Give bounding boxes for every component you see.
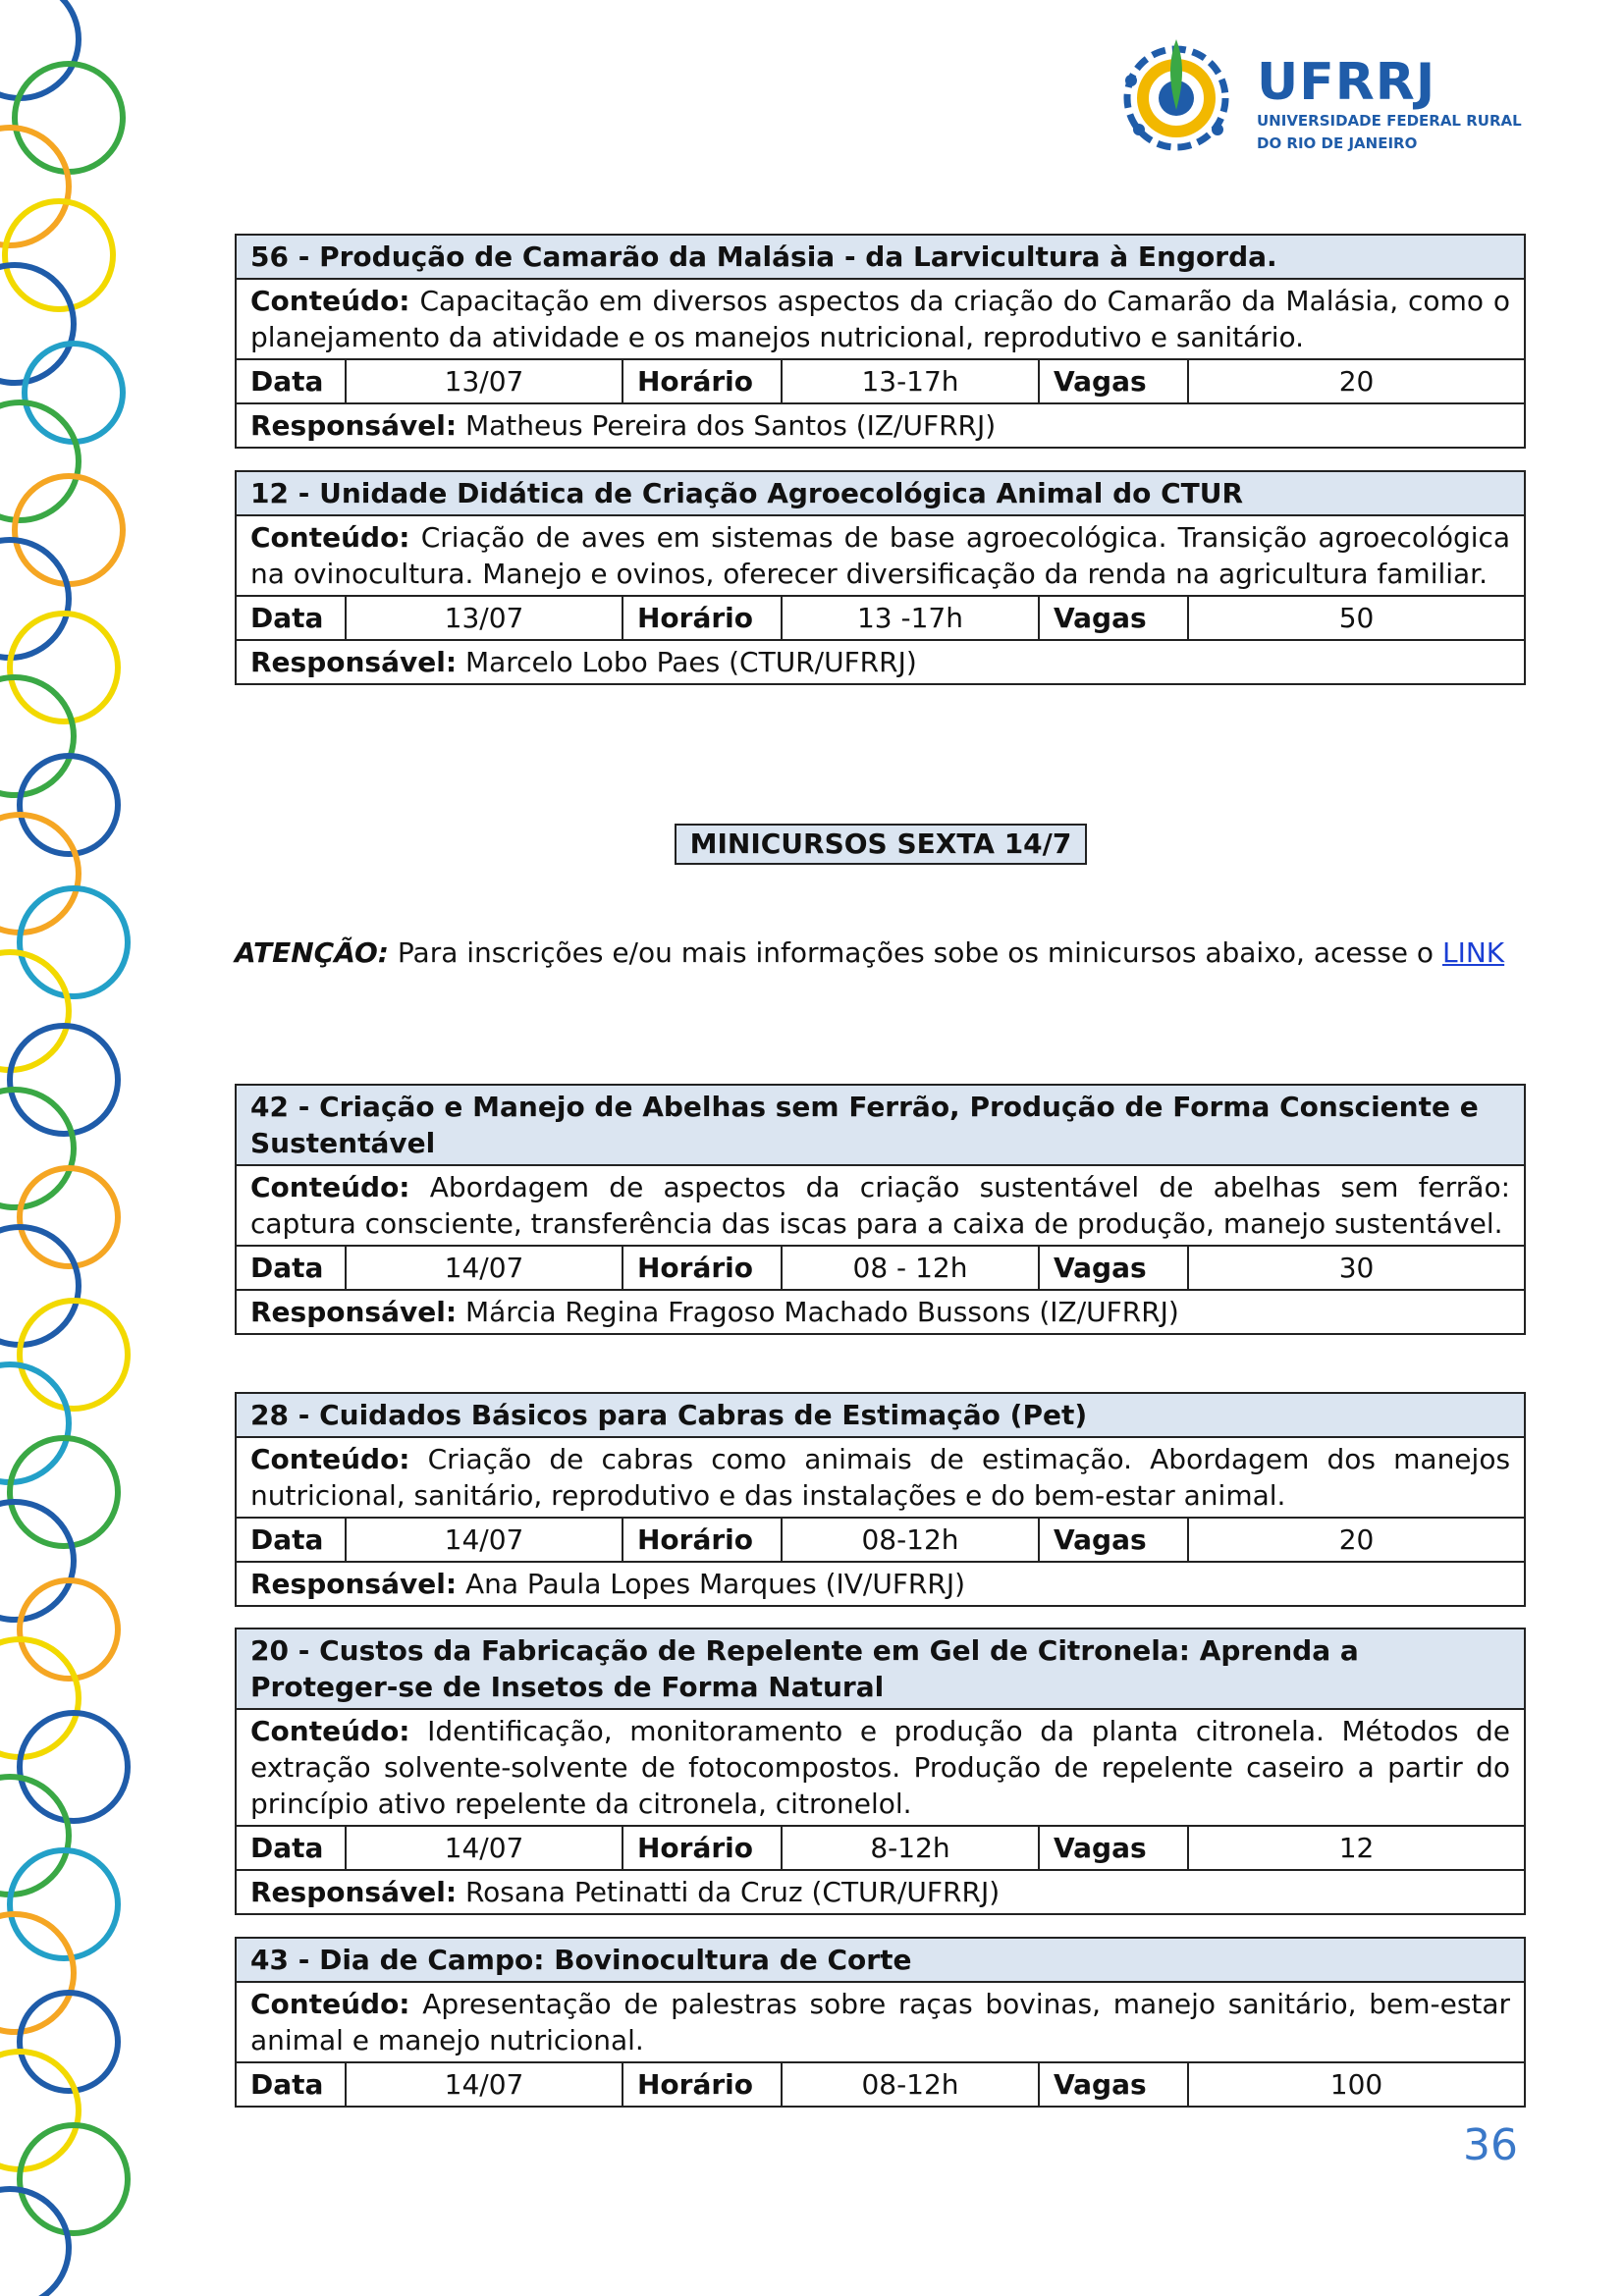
course-content-cell bbox=[236, 1982, 1525, 2062]
course-content: Apresentação de palestras sobre raças bovinas, manejo sanitário, bem-estar animal e manejo nutricional. bbox=[250, 1988, 1511, 2056]
date-label: Data bbox=[236, 1826, 346, 1870]
course-date: 13/07 bbox=[346, 359, 623, 403]
course-date: 13/07 bbox=[346, 596, 623, 640]
course-content: Capacitação em diversos aspectos da criação do Camarão da Malásia, como o planejamento da atividade e os manejos nutricional, reprodutivo e sanitário. bbox=[250, 285, 1511, 353]
content-label: Conteúdo: bbox=[250, 1171, 410, 1203]
course-slots: 20 bbox=[1188, 359, 1525, 403]
course-time: 13 -17h bbox=[782, 596, 1039, 640]
course-content: Abordagem de aspectos da criação sustentável de abelhas sem ferrão: captura consciente, transferência das iscas para a caixa de produção, manejo sustentável. bbox=[250, 1171, 1511, 1240]
course-title: Custos da Fabricação de Repelente em Gel de Citronela: Aprenda a Proteger-se de Insetos de Forma Natural bbox=[250, 1634, 1359, 1703]
course-table bbox=[235, 1084, 1526, 1335]
time-label: Horário bbox=[623, 2062, 782, 2107]
date-label: Data bbox=[236, 359, 346, 403]
slots-label: Vagas bbox=[1039, 1826, 1188, 1870]
course-title: Produção de Camarão da Malásia - da Larvicultura à Engorda. bbox=[319, 240, 1277, 273]
course-time: 13-17h bbox=[782, 359, 1039, 403]
time-label: Horário bbox=[623, 1518, 782, 1562]
course-slots: 30 bbox=[1188, 1246, 1525, 1290]
course-content-cell bbox=[236, 1709, 1525, 1826]
time-label: Horário bbox=[623, 1246, 782, 1290]
course-responsible: Matheus Pereira dos Santos (IZ/UFRRJ) bbox=[464, 409, 997, 442]
date-label: Data bbox=[236, 1246, 346, 1290]
course-table bbox=[235, 1392, 1526, 1607]
course-content-cell bbox=[236, 1437, 1525, 1518]
page-number: 36 bbox=[1463, 2120, 1518, 2170]
course-responsible: Márcia Regina Fragoso Machado Bussons (IZ/UFRRJ) bbox=[464, 1296, 1179, 1328]
ufrrj-emblem-icon bbox=[1110, 22, 1247, 169]
decorative-border bbox=[0, 0, 147, 2296]
course-number: 12 - bbox=[250, 477, 310, 509]
registration-link[interactable]: LINK bbox=[1441, 936, 1505, 969]
time-label: Horário bbox=[623, 596, 782, 640]
slots-label: Vagas bbox=[1039, 359, 1188, 403]
content-label: Conteúdo: bbox=[250, 1988, 410, 2020]
time-label: Horário bbox=[623, 359, 782, 403]
ufrrj-logo bbox=[1110, 22, 1522, 169]
course-slots: 100 bbox=[1188, 2062, 1525, 2107]
course-responsible-cell bbox=[236, 1290, 1525, 1334]
content-label: Conteúdo: bbox=[250, 521, 410, 554]
course-number: 43 - bbox=[250, 1944, 310, 1976]
course-table bbox=[235, 1628, 1526, 1915]
course-slots: 12 bbox=[1188, 1826, 1525, 1870]
slots-label: Vagas bbox=[1039, 1518, 1188, 1562]
course-content: Identificação, monitoramento e produção da planta citronela. Métodos de extração solvente-solvente de fotocompostos. Produção de repelente caseiro a partir do princípio ativo repelente da citronela, citronelol. bbox=[250, 1715, 1511, 1820]
logo-subtitle-line2: DO RIO DE JANEIRO bbox=[1257, 134, 1418, 152]
course-number: 28 - bbox=[250, 1399, 310, 1431]
course-content: Criação de cabras como animais de estimação. Abordagem dos manejos nutricional, sanitário, reprodutivo e das instalações e do bem-estar animal. bbox=[250, 1443, 1511, 1512]
course-content: Criação de aves em sistemas de base agroecológica. Transição agroecológica na ovinocultura. Manejo e ovinos, oferecer diversificação da renda na agricultura familiar. bbox=[250, 521, 1511, 590]
slots-label: Vagas bbox=[1039, 596, 1188, 640]
course-title-cell bbox=[236, 1629, 1525, 1709]
responsible-label: Responsável: bbox=[250, 646, 458, 678]
course-time: 08-12h bbox=[782, 2062, 1039, 2107]
content-label: Conteúdo: bbox=[250, 1715, 410, 1747]
course-content-cell bbox=[236, 515, 1525, 596]
course-responsible: Rosana Petinatti da Cruz (CTUR/UFRRJ) bbox=[464, 1876, 1001, 1908]
notice-label: ATENÇÃO: bbox=[235, 936, 390, 969]
course-title: Dia de Campo: Bovinocultura de Corte bbox=[319, 1944, 912, 1976]
course-responsible-cell bbox=[236, 1870, 1525, 1914]
course-time: 8-12h bbox=[782, 1826, 1039, 1870]
course-table bbox=[235, 470, 1526, 685]
course-slots: 50 bbox=[1188, 596, 1525, 640]
course-responsible-cell bbox=[236, 640, 1525, 684]
course-number: 56 - bbox=[250, 240, 310, 273]
course-content-cell bbox=[236, 279, 1525, 359]
course-title-cell bbox=[236, 1085, 1525, 1165]
logo-subtitle-line1: UNIVERSIDADE FEDERAL RURAL bbox=[1257, 112, 1522, 130]
course-responsible-cell bbox=[236, 403, 1525, 448]
course-number: 20 - bbox=[250, 1634, 310, 1667]
slots-label: Vagas bbox=[1039, 1246, 1188, 1290]
course-title: Criação e Manejo de Abelhas sem Ferrão, Produção de Forma Consciente e Sustentável bbox=[250, 1091, 1479, 1159]
course-date: 14/07 bbox=[346, 1826, 623, 1870]
responsible-label: Responsável: bbox=[250, 1568, 458, 1600]
course-title-cell bbox=[236, 1393, 1525, 1437]
responsible-label: Responsável: bbox=[250, 1876, 458, 1908]
responsible-label: Responsável: bbox=[250, 409, 458, 442]
course-title-cell bbox=[236, 235, 1525, 279]
logo-name: UFRRJ bbox=[1257, 53, 1436, 112]
slots-label: Vagas bbox=[1039, 2062, 1188, 2107]
course-time: 08 - 12h bbox=[782, 1246, 1039, 1290]
date-label: Data bbox=[236, 596, 346, 640]
course-title-cell bbox=[236, 471, 1525, 515]
course-responsible: Marcelo Lobo Paes (CTUR/UFRRJ) bbox=[464, 646, 917, 678]
course-responsible-cell bbox=[236, 1562, 1525, 1606]
course-number: 42 - bbox=[250, 1091, 310, 1123]
course-content-cell bbox=[236, 1165, 1525, 1246]
course-date: 14/07 bbox=[346, 2062, 623, 2107]
course-time: 08-12h bbox=[782, 1518, 1039, 1562]
responsible-label: Responsável: bbox=[250, 1296, 458, 1328]
course-table bbox=[235, 234, 1526, 449]
date-label: Data bbox=[236, 2062, 346, 2107]
notice-paragraph bbox=[235, 934, 1524, 972]
course-responsible: Ana Paula Lopes Marques (IV/UFRRJ) bbox=[464, 1568, 966, 1600]
course-title-cell bbox=[236, 1938, 1525, 1982]
date-label: Data bbox=[236, 1518, 346, 1562]
section-title: MINICURSOS SEXTA 14/7 bbox=[675, 824, 1087, 865]
course-slots: 20 bbox=[1188, 1518, 1525, 1562]
course-table bbox=[235, 1937, 1526, 2108]
time-label: Horário bbox=[623, 1826, 782, 1870]
notice-text: Para inscrições e/ou mais informações sobe os minicursos abaixo, acesse o bbox=[397, 936, 1435, 969]
course-date: 14/07 bbox=[346, 1518, 623, 1562]
course-title: Cuidados Básicos para Cabras de Estimação (Pet) bbox=[319, 1399, 1088, 1431]
content-label: Conteúdo: bbox=[250, 285, 410, 317]
content-label: Conteúdo: bbox=[250, 1443, 410, 1475]
course-date: 14/07 bbox=[346, 1246, 623, 1290]
course-title: Unidade Didática de Criação Agroecológica Animal do CTUR bbox=[319, 477, 1244, 509]
